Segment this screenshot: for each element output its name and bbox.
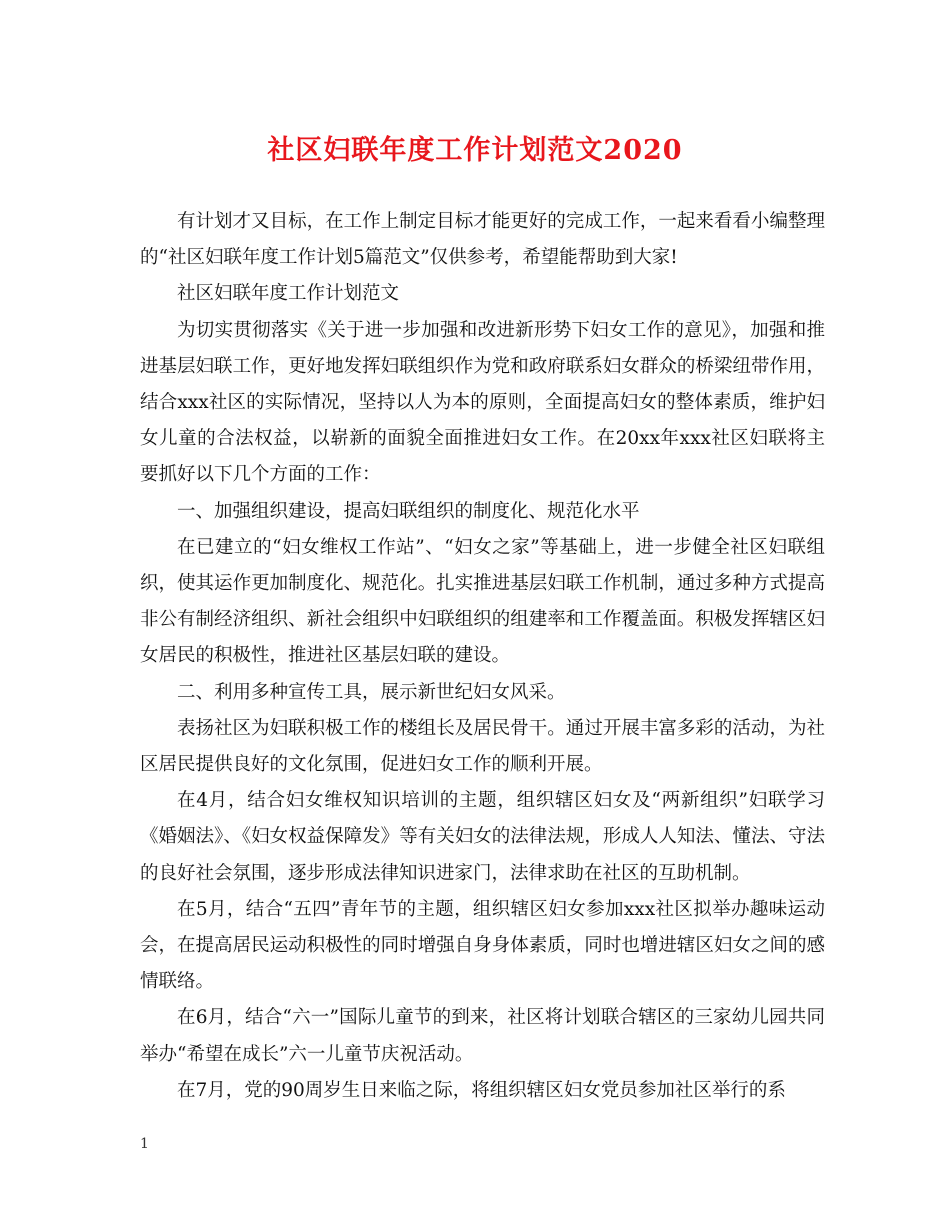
page-number: 1 [140,1136,149,1152]
paragraph-subtitle: 社区妇联年度工作计划范文 [177,283,400,305]
paragraph-section-1: 在已建立的“妇女维权工作站”、“妇女之家”等基础上，进一步健全社区妇联组织，使其运作更加制度化、规范化。扎实推进基层妇联工作机制，通过多种方式提高非公有制经济组织、新社会组织中妇联组织的组建率和工作覆盖面。积极发挥辖区妇女居民的积极性，推进社区基层妇联的建设。 [140,536,825,667]
paragraph-june: 在6月，结合“六一”国际儿童节的到来，社区将计划联合辖区的三家幼儿园共同举办“希望在成长”六一儿童节庆祝活动。 [140,1007,825,1065]
document-title: 社区妇联年度工作计划范文2020 [267,135,683,166]
paragraph-section-2: 表扬社区为妇联积极工作的楼组长及居民骨干。通过开展丰富多彩的活动，为社区居民提供良好的文化氛围，促进妇女工作的顺利开展。 [140,717,825,776]
paragraph-preface: 为切实贯彻落实《关于进一步加强和改进新形势下妇女工作的意见》，加强和推进基层妇联工作，更好地发挥妇联组织作为党和政府联系妇女群众的桥梁纽带作用，结合xxx社区的实际情况，坚持以人为本的原则，全面提高妇女的整体素质，维护妇女儿童的合法权益，以崭新的面貌全面推进妇女工作。在20xx年xxx社区妇联将主要抓好以下几个方面的工作： [140,319,825,486]
paragraph-intro: 有计划才又目标，在工作上制定目标才能更好的完成工作，一起来看看小编整理的“社区妇联年度工作计划5篇范文”仅供参考，希望能帮助到大家! [140,211,825,269]
section-heading-1: 一、加强组织建设，提高妇联组织的制度化、规范化水平 [177,500,640,522]
paragraph-may: 在5月，结合“五四”青年节的主题，组织辖区妇女参加xxx社区拟举办趣味运动会，在提高居民运动积极性的同时增强自身身体素质，同时也增进辖区妇女之间的感情联络。 [140,898,825,993]
paragraph-july: 在7月，党的90周岁生日来临之际，将组织辖区妇女党员参加社区举行的系 [177,1079,786,1101]
document-body [140,204,825,1109]
paragraph-april: 在4月，结合妇女维权知识培训的主题，组织辖区妇女及“两新组织”妇联学习《婚姻法》、《妇女权益保障发》等有关妇女的法律法规，形成人人知法、懂法、守法的良好社会氛围，逐步形成法律知识进家门，法律求助在社区的互助机制。 [140,790,825,884]
section-heading-2: 二、利用多种宣传工具，展示新世纪妇女风采。 [177,681,566,703]
